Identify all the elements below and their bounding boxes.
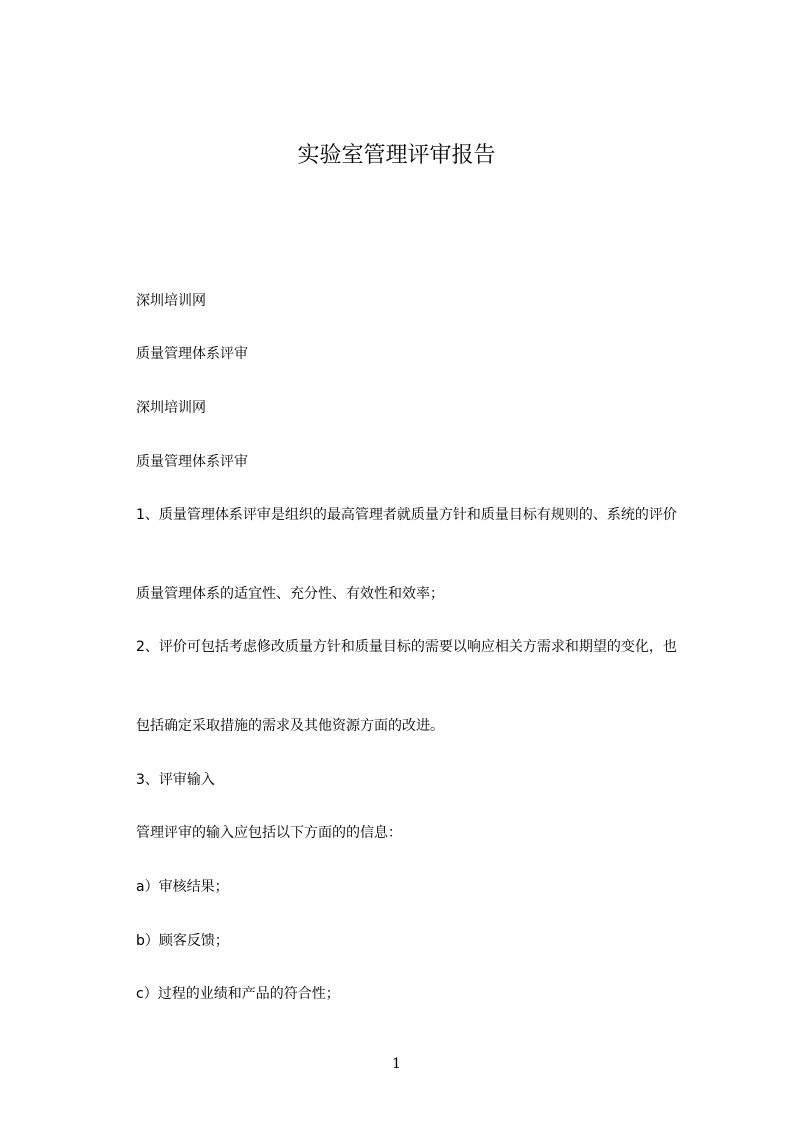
paragraph: 1、质量管理体系评审是组织的最高管理者就质量方针和质量目标有规则的、系统的评价 xyxy=(136,507,677,523)
paragraph: 质量管理体系的适宜性、充分性、有效性和效率； xyxy=(136,586,444,602)
paragraph: 2、评价可包括考虑修改质量方针和质量目标的需要以响应相关方需求和期望的变化，也 xyxy=(136,639,677,655)
document-title: 实验室管理评审报告 xyxy=(297,143,496,168)
paragraph: 深圳培训网 xyxy=(136,293,206,309)
paragraph: 包括确定采取措施的需求及其他资源方面的改进。 xyxy=(136,718,444,734)
page-number: 1 xyxy=(392,1056,401,1072)
paragraph: 深圳培训网 xyxy=(136,400,206,416)
list-item: b）顾客反馈； xyxy=(136,933,229,949)
paragraph: 3、评审输入 xyxy=(136,772,215,788)
list-item: c）过程的业绩和产品的符合性； xyxy=(136,986,340,1002)
paragraph: 管理评审的输入应包括以下方面的的信息： xyxy=(136,825,402,841)
paragraph: 质量管理体系评审 xyxy=(136,346,248,362)
list-item: a）审核结果； xyxy=(136,879,229,895)
paragraph: 质量管理体系评审 xyxy=(136,454,248,470)
